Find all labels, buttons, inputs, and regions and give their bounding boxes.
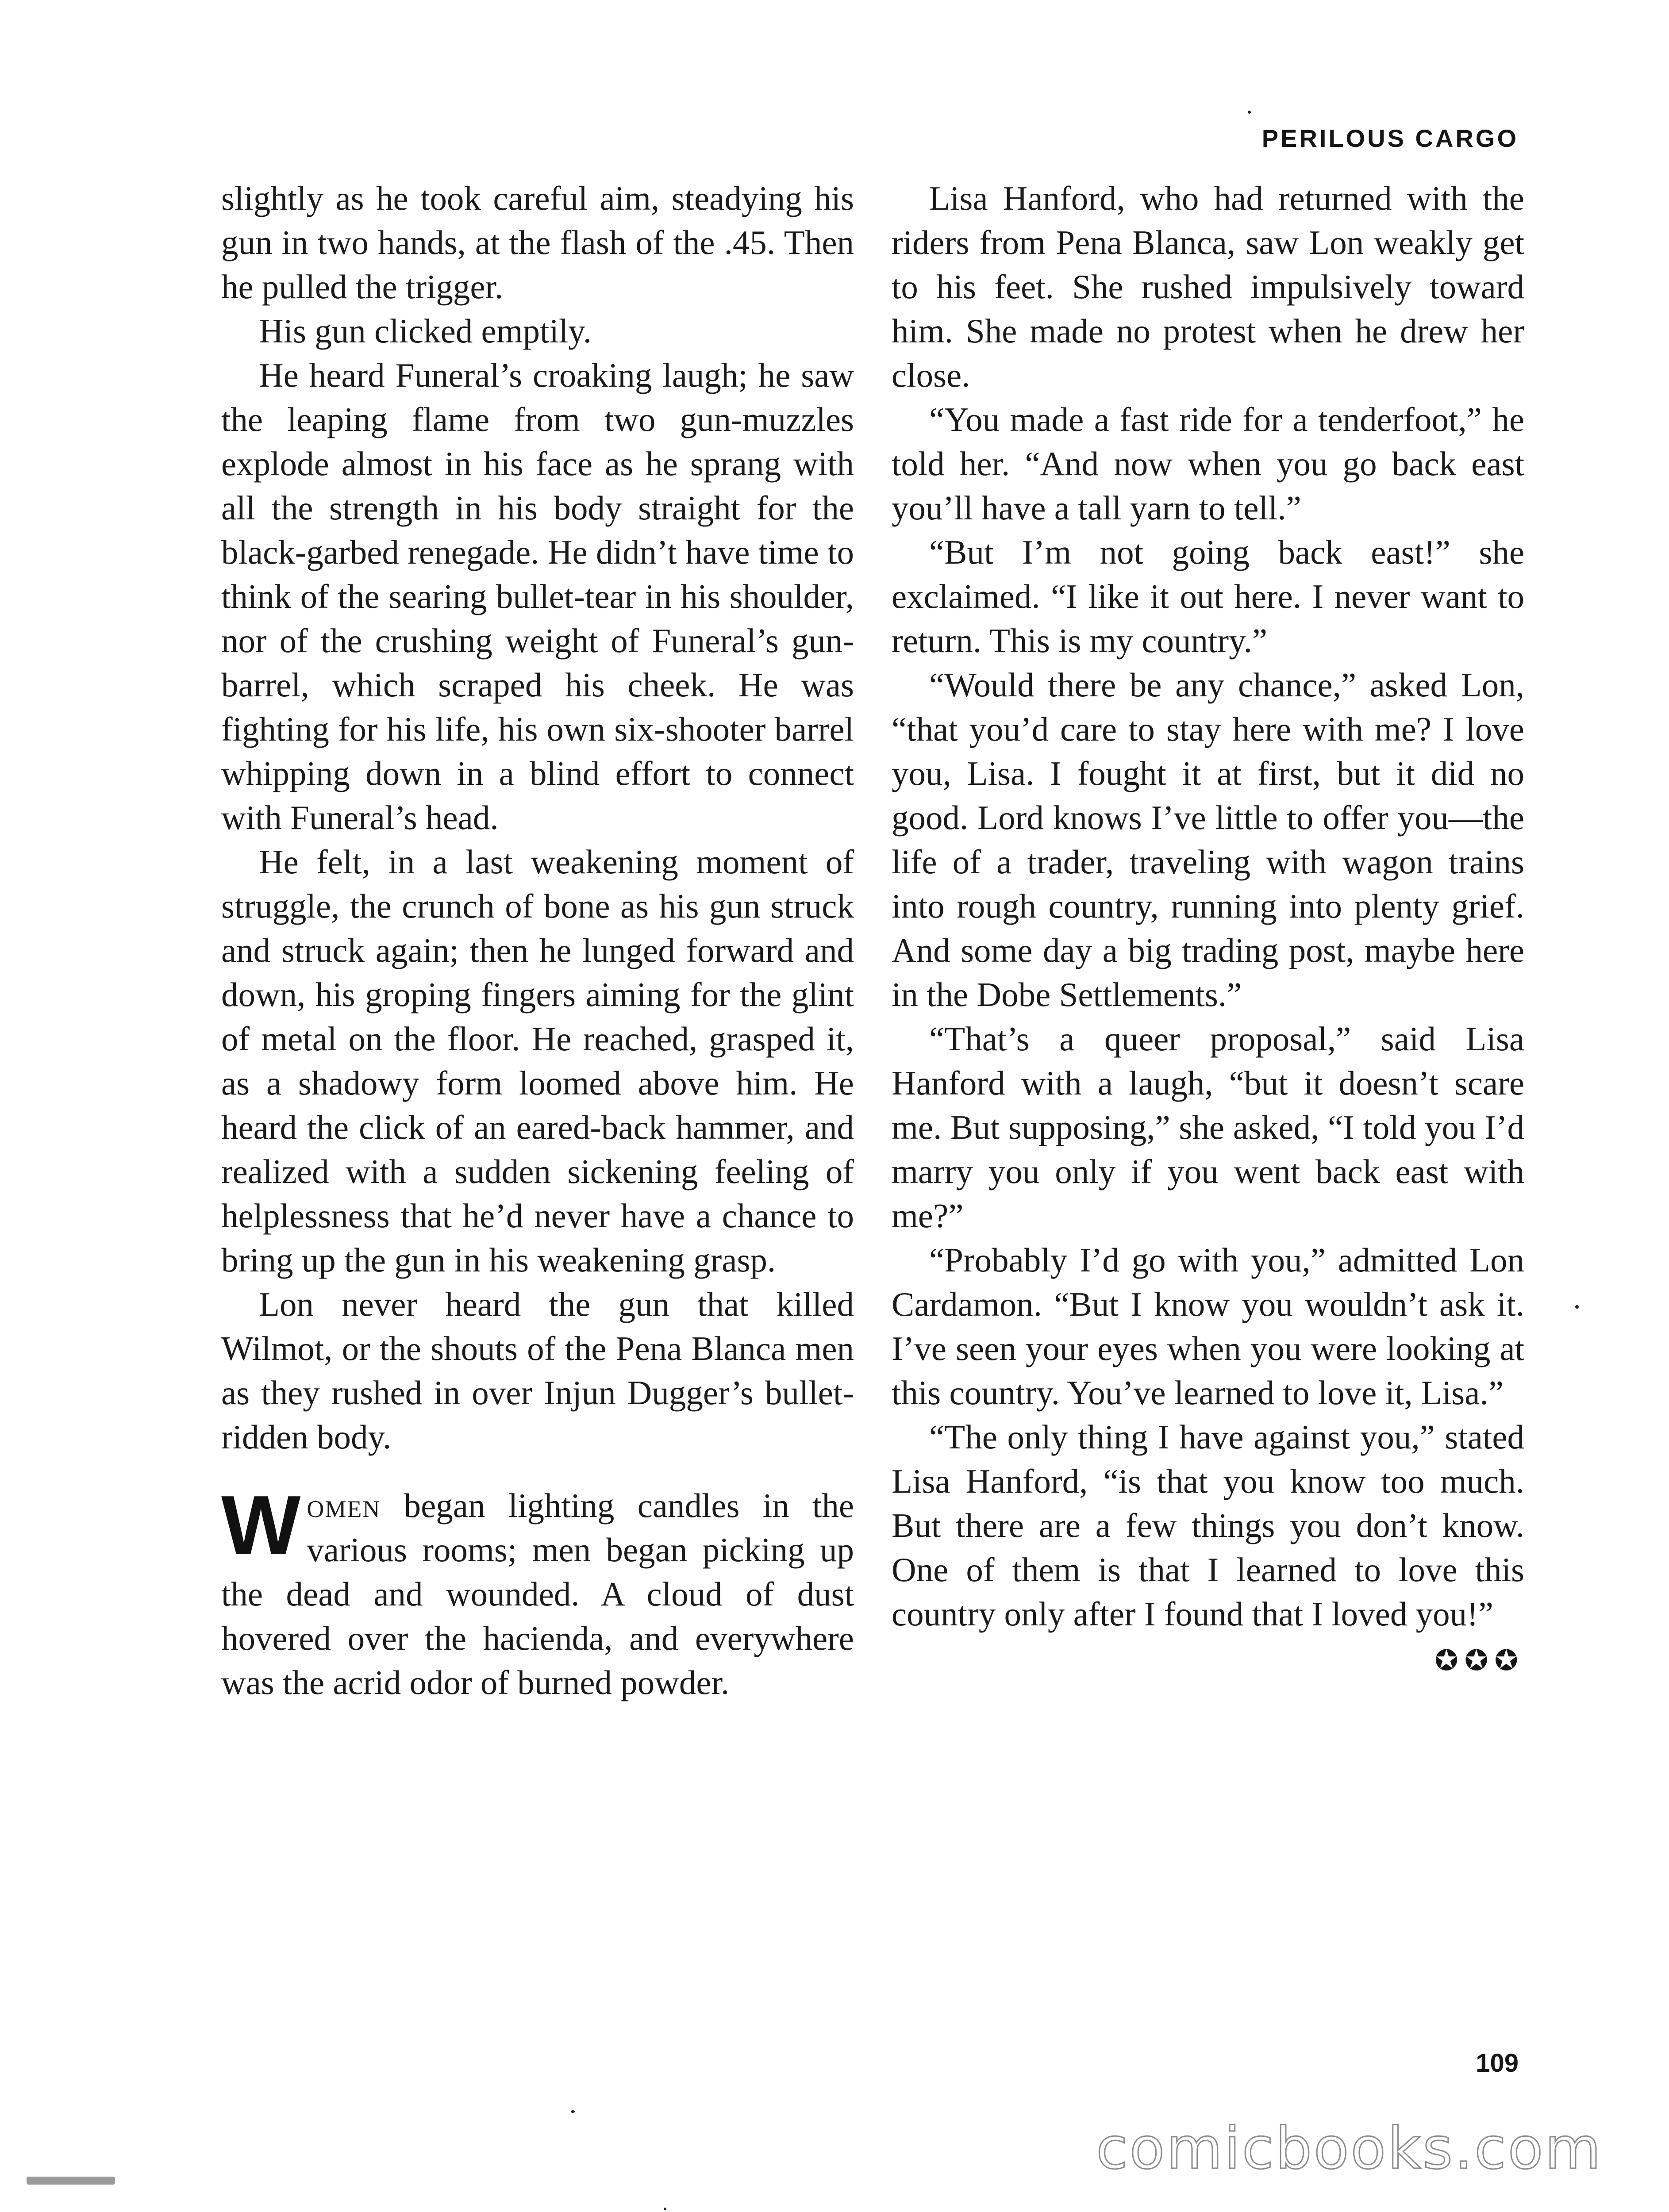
paragraph: “Would there be any chance,” asked Lon, “that you’d care to stay here with me? I love you, Lisa. I fought it at first, but it did no good. Lord knows I’ve little to offer you—the life of a trader, traveling with wagon trains into rough country, running into plenty grief. And some day a big trading post, maybe here in the Dobe Settlements.” (892, 666, 1524, 1014)
print-speck (27, 2177, 115, 2185)
print-speck (1575, 1305, 1579, 1309)
page-number: 109 (1476, 2049, 1519, 2078)
watermark: comicbooks.com (1096, 2115, 1603, 2182)
right-column (892, 176, 1524, 1683)
paragraph: He felt, in a last weakening moment of struggle, the crunch of bone as his gun struck and struck again; then he lunged forward and down, his groping fingers aiming for the glint of metal on the floor. He reached, grasped it, as a shadowy form loomed above him. He heard the click of an eared-back hammer, and realized with a sudden sickening feeling of helplessness that he’d never have a chance to bring up the gun in his weakening grasp. (221, 843, 854, 1279)
left-column (221, 176, 854, 1705)
paragraph: Lisa Hanford, who had returned with the riders from Pena Blanca, saw Lon weakly get to his feet. She rushed impulsively toward him. She made no protest when he drew her close. (892, 179, 1524, 394)
print-speck (1248, 111, 1251, 114)
section-paragraph (221, 1479, 854, 1705)
paragraph-text: “The only thing I have against you,” stated Lisa Hanford, “is that you know too much. But there are a few things you don’t know. One of them is that I learned to love this country only after I found that I loved you!” (892, 1418, 1524, 1633)
drop-cap: W (221, 1479, 301, 1572)
paragraph: He heard Funeral’s croaking laugh; he saw the leaping flame from two gun-muzzles explode almost in his face as he sprang with all the strength in his body straight for the black-garbed renegade. He didn’t have time to think of the searing bullet-tear in his shoulder, nor of the crushing weight of Funeral’s gun-barrel, which scraped his cheek. He was fighting for his life, his own six-shooter barrel whipping down in a blind effort to connect with Funeral’s head. (221, 356, 854, 837)
print-speck (571, 2110, 575, 2113)
paragraph: slightly as he took careful aim, steadying his gun in two hands, at the flash of the .45. Then he pulled the trigger. (221, 179, 854, 306)
paragraph: Lon never heard the gun that killed Wilmot, or the shouts of the Pena Blanca men as they rushed in over Injun Dugger’s bullet-ridden body. (221, 1285, 854, 1456)
paragraph: “But I’m not going back east!” she exclaimed. “I like it out here. I never want to return. This is my country.” (892, 533, 1524, 660)
running-title: PERILOUS CARGO (1261, 124, 1519, 152)
end-of-story-icon: ✪✪✪ (1434, 1644, 1524, 1677)
print-speck (664, 2208, 666, 2210)
paragraph: “That’s a queer proposal,” said Lisa Hanford with a laugh, “but it doesn’t scare me. But supposing,” she asked, “I told you I’d marry you only if you went back east with me?” (892, 1020, 1524, 1235)
paragraph: “You made a fast ride for a tenderfoot,” he told her. “And now when you go back east you’ll have a tall yarn to tell.” (892, 400, 1524, 527)
small-caps-lead: omen (307, 1486, 381, 1525)
paragraph: “Probably I’d go with you,” admitted Lon Cardamon. “But I know you wouldn’t ask it. I’ve seen your eyes when you were looking at this country. You’ve learned to love it, Lisa.” (892, 1241, 1524, 1412)
paragraph: His gun clicked emptily. (259, 312, 592, 350)
section-text: began lighting candles in the various rooms; men began picking up the dead and wounded. A cloud of dust hovered over the hacienda, and everywhere was the acrid odor of burned powder. (221, 1486, 854, 1701)
paragraph (892, 1415, 1524, 1677)
